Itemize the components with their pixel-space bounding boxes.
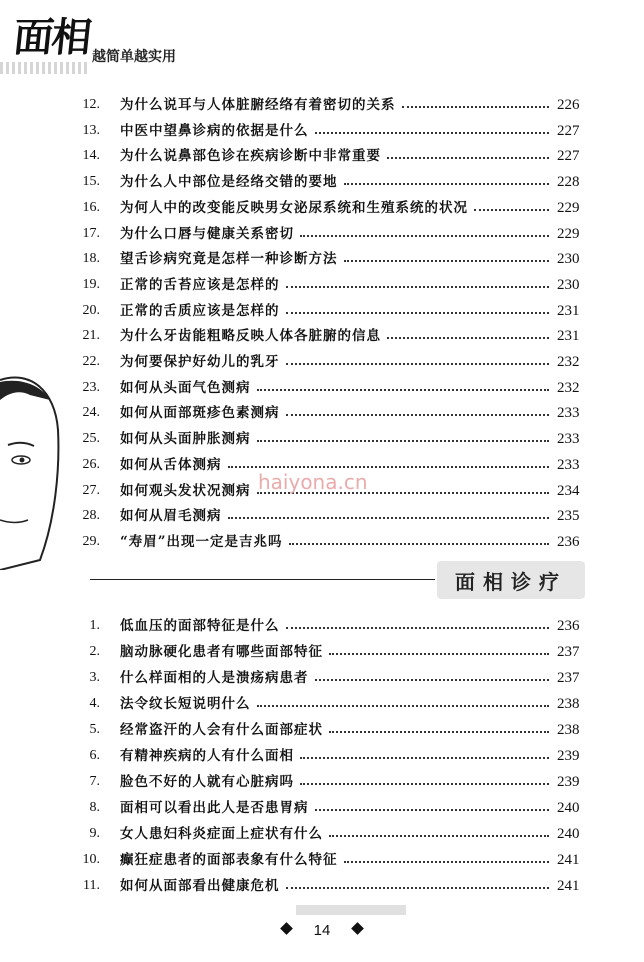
entry-number: 22. (82, 354, 100, 369)
entry-number: 27. (82, 482, 100, 498)
entry-title: 为什么人中部位是经络交错的要地 (120, 174, 338, 191)
dot-leader (300, 757, 549, 759)
entry-number: 26. (82, 456, 100, 472)
entry-number: 28. (82, 508, 100, 524)
toc-entry (0, 527, 644, 551)
footer-decoration (296, 905, 406, 915)
entry-page: 239 (557, 774, 580, 790)
toc-entry (0, 90, 644, 114)
entry-number: 11. (83, 878, 100, 893)
entry-page: 229 (557, 199, 580, 216)
entry-title: 脸色不好的人就有心脏病吗 (120, 774, 294, 790)
dot-leader (344, 861, 549, 863)
watermark: haiyona.cn (258, 470, 368, 494)
entry-title: 低血压的面部特征是什么 (120, 618, 280, 634)
entry-number: 14. (82, 148, 100, 164)
entry-number: 12. (82, 97, 100, 112)
entry-page: 238 (557, 722, 580, 738)
page-number: 14 (313, 922, 331, 939)
dot-leader (315, 132, 549, 134)
toc-entry (0, 845, 644, 869)
entry-title: 如何观头发状况测病 (120, 482, 251, 499)
entry-page: 233 (557, 456, 580, 473)
entry-page: 231 (557, 328, 580, 345)
toc-entry (0, 637, 644, 661)
entry-page: 232 (557, 354, 580, 370)
entry-number: 9. (89, 826, 100, 841)
entry-number: 7. (89, 774, 100, 789)
dot-leader (344, 260, 549, 262)
toc-entry (0, 398, 644, 422)
dot-leader (289, 543, 549, 545)
entry-page: 240 (557, 800, 580, 816)
entry-page: 241 (557, 852, 580, 868)
entry-page: 241 (557, 878, 580, 894)
entry-page: 237 (557, 670, 580, 686)
dot-leader (474, 209, 549, 211)
entry-number: 18. (82, 251, 100, 267)
toc-entry (0, 321, 644, 345)
dot-leader (329, 653, 549, 655)
entry-page: 236 (557, 533, 580, 550)
dot-leader (228, 466, 549, 468)
toc-entry (0, 871, 644, 895)
entry-title: 癫狂症患者的面部表象有什么特征 (120, 852, 338, 868)
entry-title: 如何从面部看出健康危机 (120, 878, 280, 894)
dot-leader (286, 286, 549, 288)
entry-number: 17. (82, 225, 100, 241)
entry-title: 经常盗汗的人会有什么面部症状 (120, 722, 323, 738)
toc-entry (0, 296, 644, 320)
toc-entry (0, 141, 644, 165)
dot-leader (257, 440, 549, 442)
entry-number: 5. (89, 722, 100, 737)
toc-entry (0, 741, 644, 765)
dot-leader (387, 337, 549, 339)
toc-entry (0, 219, 644, 243)
book-subtitle: 越简单越实用 (92, 49, 176, 65)
entry-number: 25. (82, 431, 100, 447)
diamond-right-icon (351, 922, 364, 935)
entry-title: 面相可以看出此人是否患胃病 (120, 800, 309, 816)
entry-number: 29. (82, 533, 100, 549)
toc-entry (0, 689, 644, 713)
dot-leader (257, 705, 549, 707)
dot-leader (300, 235, 549, 237)
toc-entry (0, 270, 644, 294)
entry-page: 234 (557, 482, 580, 499)
dot-leader (329, 835, 549, 837)
toc-entry (0, 347, 644, 371)
entry-page: 227 (557, 122, 580, 139)
entry-title: 脑动脉硬化患者有哪些面部特征 (120, 644, 323, 660)
entry-number: 21. (82, 328, 100, 344)
entry-page: 240 (557, 826, 580, 842)
entry-number: 15. (82, 174, 100, 190)
entry-page: 228 (557, 174, 580, 191)
entry-number: 2. (89, 644, 100, 659)
dot-leader (228, 517, 549, 519)
dot-leader (387, 157, 549, 159)
book-logo: 面相 (11, 14, 93, 61)
entry-page: 230 (557, 276, 580, 293)
entry-page: 239 (557, 748, 580, 764)
section-heading: 面相诊疗 (437, 561, 585, 599)
entry-number: 8. (89, 800, 100, 815)
entry-page: 230 (557, 251, 580, 268)
entry-number: 6. (89, 748, 100, 763)
dot-leader (286, 312, 549, 314)
entry-title: 有精神疾病的人有什么面相 (120, 748, 294, 764)
entry-number: 4. (89, 696, 100, 711)
entry-title: 什么样面相的人是溃疡病患者 (120, 670, 309, 686)
toc-entry (0, 715, 644, 739)
entry-number: 3. (89, 670, 100, 685)
dot-leader (300, 783, 549, 785)
entry-page: 229 (557, 225, 580, 242)
entry-page: 232 (557, 379, 580, 396)
entry-number: 23. (82, 379, 100, 395)
entry-title: 望舌诊病究竟是怎样一种诊断方法 (120, 251, 338, 268)
entry-number: 1. (89, 618, 100, 633)
entry-title: “寿眉”出现一定是吉兆吗 (120, 533, 283, 550)
toc-entry (0, 819, 644, 843)
entry-title: 中医中望鼻诊病的依据是什么 (120, 122, 309, 139)
entry-title: 如何从头面肿胀测病 (120, 431, 251, 448)
entry-page: 233 (557, 431, 580, 448)
entry-title: 为何人中的改变能反映男女泌尿系统和生殖系统的状况 (120, 199, 468, 216)
toc-entry (0, 244, 644, 268)
dot-leader (329, 731, 549, 733)
entry-page: 227 (557, 148, 580, 165)
entry-number: 13. (82, 122, 100, 138)
entry-title: 正常的舌苔应该是怎样的 (120, 276, 280, 293)
entry-title: 如何从头面气色测病 (120, 379, 251, 396)
entry-number: 16. (82, 199, 100, 215)
toc-entry (0, 116, 644, 140)
diamond-left-icon (281, 922, 294, 935)
entry-number: 24. (82, 405, 100, 421)
entry-title: 正常的舌质应该是怎样的 (120, 302, 280, 319)
toc-entry (0, 767, 644, 791)
dot-leader (286, 627, 549, 629)
entry-title: 女人患妇科炎症面上症状有什么 (120, 826, 323, 842)
entry-page: 236 (557, 618, 580, 634)
toc-entry (0, 501, 644, 525)
dot-leader (315, 679, 549, 681)
toc-entry (0, 793, 644, 817)
entry-number: 19. (82, 276, 100, 292)
entry-page: 238 (557, 696, 580, 712)
entry-number: 20. (82, 302, 100, 318)
entry-title: 法令纹长短说明什么 (120, 696, 251, 712)
toc-entry (0, 167, 644, 191)
dot-leader (286, 363, 549, 365)
entry-title: 为何要保护好幼儿的乳牙 (120, 354, 280, 370)
entry-title: 为什么说鼻部色诊在疾病诊断中非常重要 (120, 148, 381, 165)
dot-leader (257, 389, 549, 391)
toc-entry (0, 193, 644, 217)
page-footer (0, 922, 644, 946)
dot-leader (286, 414, 549, 416)
entry-page: 237 (557, 644, 580, 660)
section-divider (90, 579, 435, 580)
entry-page: 231 (557, 302, 580, 319)
dot-leader (286, 887, 549, 889)
dot-leader (402, 106, 549, 108)
toc-entry (0, 663, 644, 687)
toc-entry (0, 424, 644, 448)
entry-title: 为什么口唇与健康关系密切 (120, 225, 294, 242)
header-decoration (0, 62, 90, 74)
entry-number: 10. (82, 852, 100, 867)
entry-page: 226 (557, 97, 580, 113)
entry-page: 233 (557, 405, 580, 422)
toc-entry (0, 611, 644, 635)
entry-title: 为什么说耳与人体脏腑经络有着密切的关系 (120, 97, 396, 113)
entry-title: 如何从面部斑疹色素测病 (120, 405, 280, 422)
entry-page: 235 (557, 508, 580, 525)
toc-entry (0, 373, 644, 397)
entry-title: 为什么牙齿能粗略反映人体各脏腑的信息 (120, 328, 381, 345)
dot-leader (315, 809, 549, 811)
page-header (0, 0, 644, 80)
entry-title: 如何从舌体测病 (120, 456, 222, 473)
dot-leader (344, 183, 549, 185)
entry-title: 如何从眉毛测病 (120, 508, 222, 525)
